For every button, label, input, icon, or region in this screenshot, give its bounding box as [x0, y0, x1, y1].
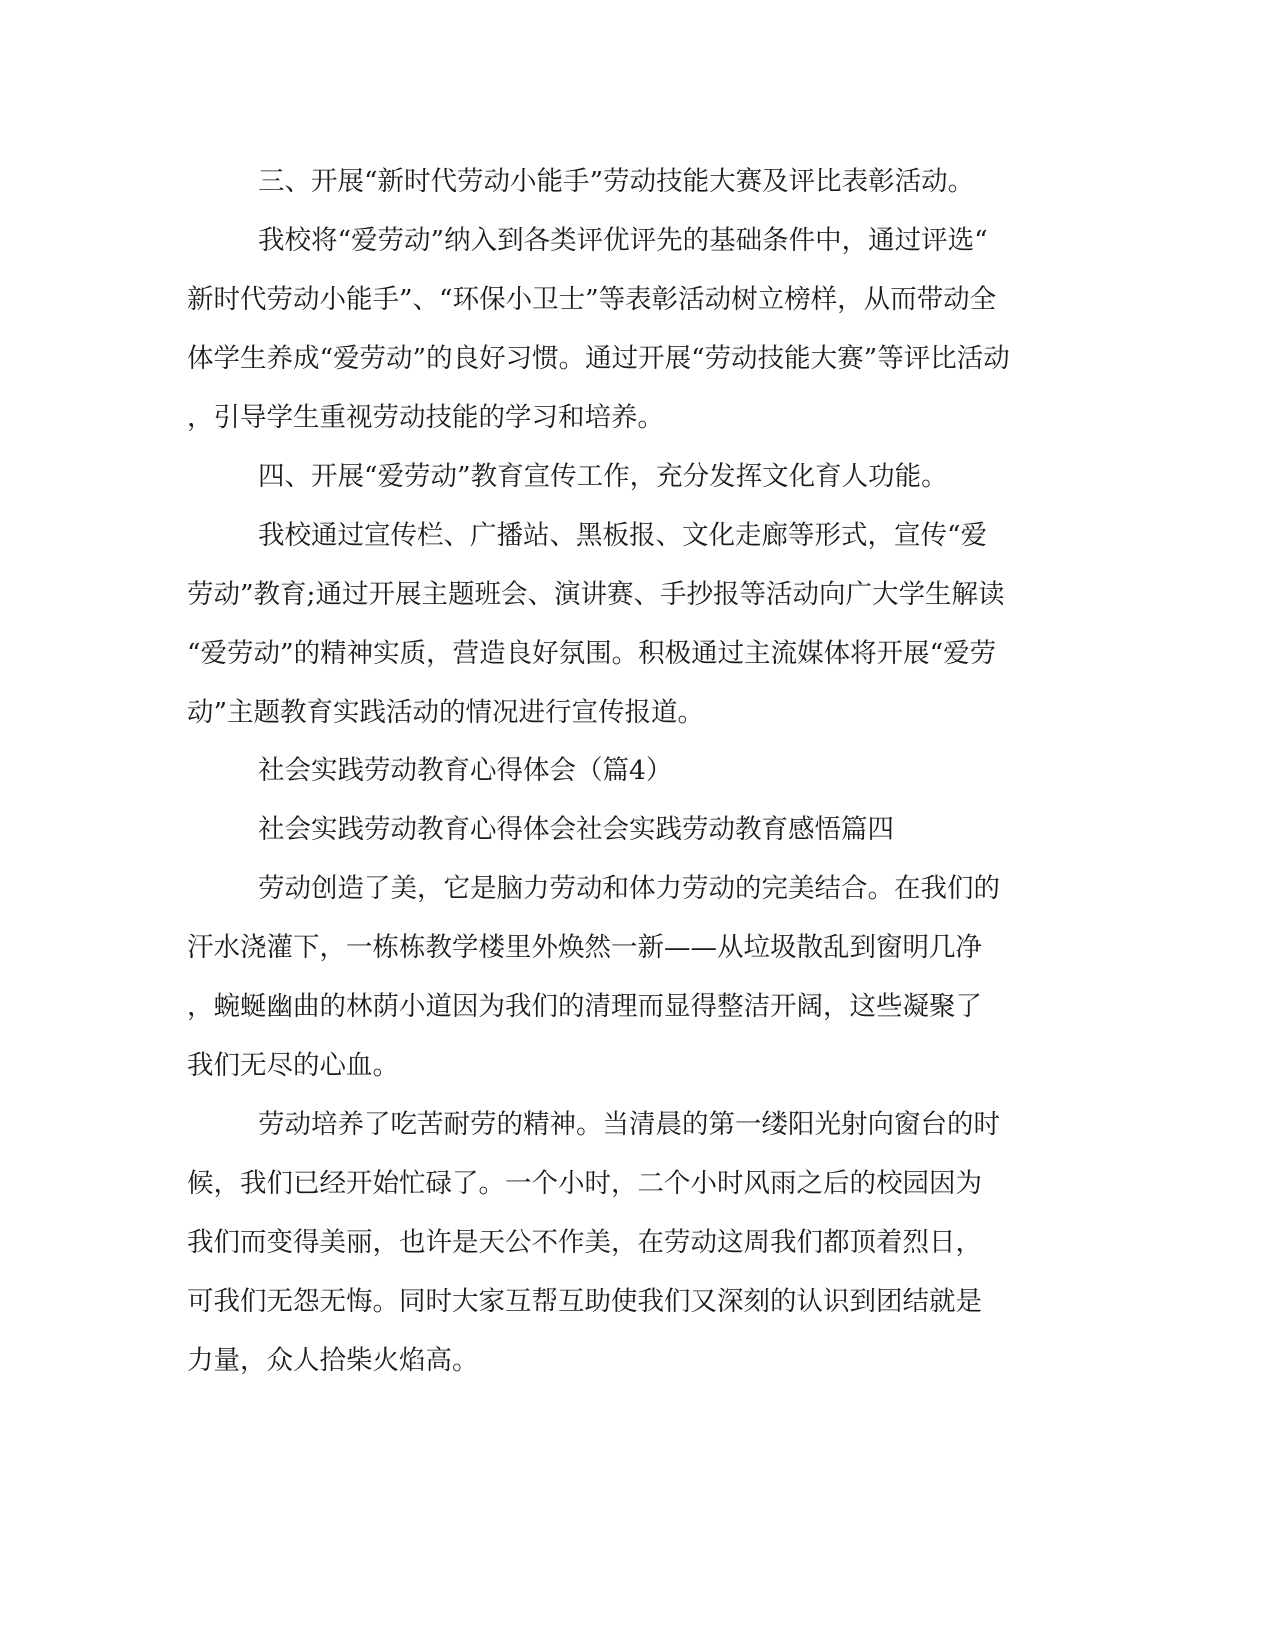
paragraph-line: “爱劳动”的精神实质，营造良好氛围。积极通过主流媒体将开展“爱劳	[187, 638, 997, 669]
section-heading-3: 三、开展“新时代劳动小能手”劳动技能大赛及评比表彰活动。	[258, 166, 975, 197]
paragraph-line: 我校将“爱劳动”纳入到各类评优评先的基础条件中，通过评选“	[258, 225, 988, 256]
paragraph-line: 我校通过宣传栏、广播站、黑板报、文化走廊等形式，宣传“爱	[258, 520, 988, 551]
paragraph-line: 劳动”教育;通过开展主题班会、演讲赛、手抄报等活动向广大学生解读	[187, 579, 1005, 610]
paragraph-line: 劳动创造了美，它是脑力劳动和体力劳动的完美结合。在我们的	[258, 873, 1000, 904]
paragraph-line: ，蜿蜒幽曲的林荫小道因为我们的清理而显得整洁开阔，这些凝聚了	[187, 991, 982, 1022]
article-subtitle: 社会实践劳动教育心得体会社会实践劳动教育感悟篇四	[258, 814, 894, 845]
paragraph-line: 劳动培养了吃苦耐劳的精神。当清晨的第一缕阳光射向窗台的时	[258, 1109, 1000, 1140]
paragraph-line: 候，我们已经开始忙碌了。一个小时，二个小时风雨之后的校园因为	[187, 1168, 982, 1199]
section-heading-4: 四、开展“爱劳动”教育宣传工作，充分发挥文化育人功能。	[258, 461, 948, 492]
paragraph-line: ，引导学生重视劳动技能的学习和培养。	[187, 402, 664, 433]
paragraph-line: 动”主题教育实践活动的情况进行宣传报道。	[187, 697, 705, 728]
paragraph-line: 我们无尽的心血。	[187, 1050, 399, 1081]
article-title: 社会实践劳动教育心得体会（篇4）	[258, 755, 673, 786]
paragraph-line: 汗水浇灌下，一栋栋教学楼里外焕然一新——从垃圾散乱到窗明几净	[187, 932, 982, 963]
paragraph-line: 体学生养成“爱劳动”的良好习惯。通过开展“劳动技能大赛”等评比活动	[187, 343, 1010, 374]
paragraph-line: 可我们无怨无悔。同时大家互帮互助使我们又深刻的认识到团结就是	[187, 1286, 982, 1317]
paragraph-line: 力量，众人拾柴火焰高。	[187, 1345, 479, 1376]
paragraph-line: 新时代劳动小能手”、“环保小卫士”等表彰活动树立榜样，从而带动全	[187, 284, 997, 315]
paragraph-line: 我们而变得美丽，也许是天公不作美，在劳动这周我们都顶着烈日，	[187, 1227, 982, 1258]
